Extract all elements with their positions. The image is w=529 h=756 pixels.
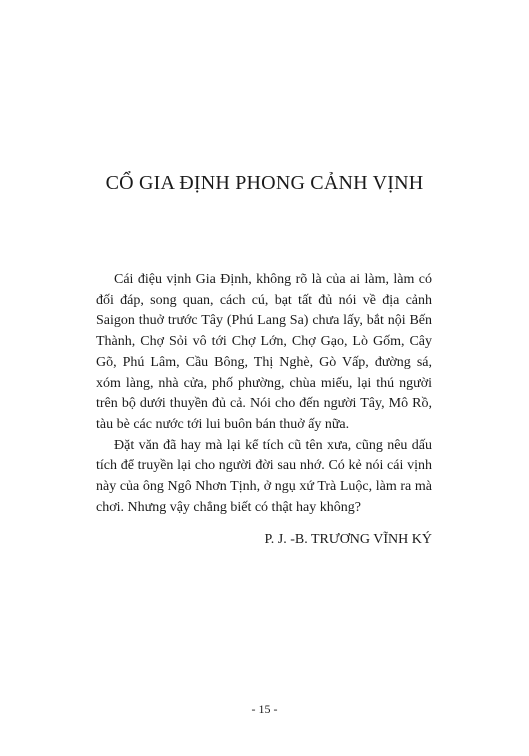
paragraph-2: Đặt văn đã hay mà lại kể tích cũ tên xưa, cũng nêu dấu tích để truyền lại cho người đời sau nhớ. Có kẻ nói cái vịnh này của ông Ngô Nhơn Tịnh, ở ngụ xứ Trà Luộc, làm ra mà chơi. Nhưng vậy chẳng biết có thật hay không? — [96, 437, 432, 515]
page-number: - 15 - — [251, 702, 278, 716]
body-text — [96, 270, 432, 551]
chapter-title: CỔ GIA ĐỊNH PHONG CẢNH VỊNH — [105, 172, 424, 194]
author-signature: P. J. -B. TRƯƠNG VĨNH KÝ — [264, 532, 432, 548]
paragraph-1: Cái điệu vịnh Gia Định, không rõ là của ai làm, làm có đối đáp, song quan, cách cú, bạt tất đủ nói về địa cảnh Saigon thuở trước Tây (Phú Lang Sa) chưa lấy, bắt nội Bến Thành, Chợ Sỏi vô tới Chợ Lớn, Chợ Gạo, Lò Gốm, Cây Gõ, Phú Lâm, Cầu Bông, Thị Nghè, Gò Vấp, đường sá, xóm làng, nhà cửa, phố phường, chùa miếu, lại thú người trên bộ dưới thuyền đủ cả. Nói cho đến người Tây, Mô Rồ, tàu bè các nước tới lui buôn bán thuở ấy nữa. — [96, 272, 432, 432]
